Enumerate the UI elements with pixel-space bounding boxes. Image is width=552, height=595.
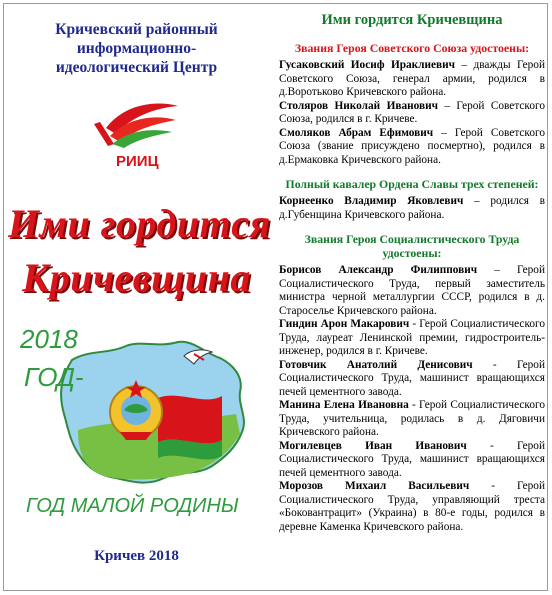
year-number: 2018 — [20, 324, 78, 354]
hero-entry — [279, 399, 545, 440]
right-title: Ими гордится Кричевщина — [321, 12, 503, 28]
hero-name: Морозов Михаил Васильевич — [279, 480, 470, 492]
section-heading: Полный кавалер Ордена Славы трех степеней: — [285, 177, 539, 191]
hero-entry — [279, 195, 545, 222]
hero-name: Смоляков Абрам Ефимович — [279, 126, 434, 139]
small-homeland-emblem — [8, 310, 265, 525]
hero-entry — [279, 264, 545, 318]
org-line: идеологический Центр — [55, 59, 218, 76]
hero-text: – Герой Социалистического Труда, первый заместитель министра черной металлургии СССР, родился в д. Староселье Кричевского района. — [279, 264, 545, 317]
hero-entry — [279, 480, 545, 534]
hero-text: - Герой Социалистического Труда, учительница, родилась в д. Дяговичи Кричевского района. — [279, 399, 545, 438]
hero-text: - Герой Социалистического Труда, машинист вращающихся печей цементного завода. — [279, 358, 545, 398]
year-subtitle: ГОД МАЛОЙ РОДИНЫ — [26, 495, 239, 517]
hero-text: - Герой Социалистического Труда, лауреат Ленинской премии, гидростроитель-инженер, родился в г. Кричеве. — [279, 318, 546, 357]
hero-entry — [279, 318, 545, 359]
logo-text: РИИЦ — [116, 153, 159, 170]
main-title-line2: Кричевщина — [22, 255, 251, 300]
hero-entry — [279, 100, 545, 127]
section-heading: Звания Героя Советского Союза удостоены: — [294, 41, 530, 55]
hero-name: Борисов Александр Филиппович — [279, 264, 478, 276]
left-panel — [8, 10, 271, 585]
hero-entry — [279, 359, 545, 400]
org-line: информационно- — [76, 40, 197, 57]
org-line: Кричевский районный — [55, 21, 218, 38]
hero-text: – Герой Советского Союза, родился в г. Кричеве. — [279, 99, 545, 125]
hero-name: Корнеенко Владимир Яковлевич — [279, 195, 464, 207]
right-panel — [279, 8, 545, 534]
hero-text: - Герой Социалистического Труда, машинист вращающихся печей цементного завода. — [279, 439, 545, 479]
hero-name: Готовчик Анатолий Денисович — [279, 358, 473, 371]
city-year: Кричев 2018 — [94, 548, 179, 564]
riic-logo — [86, 100, 182, 172]
hero-text: – родился в д.Губенщина Кричевского района. — [279, 195, 545, 221]
hero-name: Столяров Николай Иванович — [279, 99, 438, 112]
section-heading: Звания Героя Социалистического Труда удостоены: — [304, 232, 520, 260]
year-word: ГОД- — [24, 362, 84, 392]
main-title-line1: Ими гордится — [8, 201, 271, 246]
hero-text: – Герой Советского Союза (звание присуждено посмертно), родился в д.Ермаковка Кричевского района. — [279, 126, 545, 166]
hero-name: Гиндин Арон Макарович — [279, 318, 410, 330]
organization-name — [8, 20, 265, 77]
hero-name: Гусаковский Иосиф Ираклиевич — [279, 59, 456, 71]
hero-text: – дважды Герой Советского Союза, генерал армии, родился в д.Воротьково Кричевского района. — [279, 59, 545, 98]
hero-text: - Герой Социалистического Труда, управляющий треста «Боковантрацит» (Украина) в 80-е годы, родился в деревне Каменка Кричевского района. — [279, 480, 545, 533]
hero-name: Могилевцев Иван Иванович — [279, 439, 467, 452]
hero-entry — [279, 59, 545, 100]
hero-entry — [279, 440, 545, 481]
hero-name: Манина Елена Ивановна — [279, 399, 409, 411]
hero-entry — [279, 127, 545, 168]
